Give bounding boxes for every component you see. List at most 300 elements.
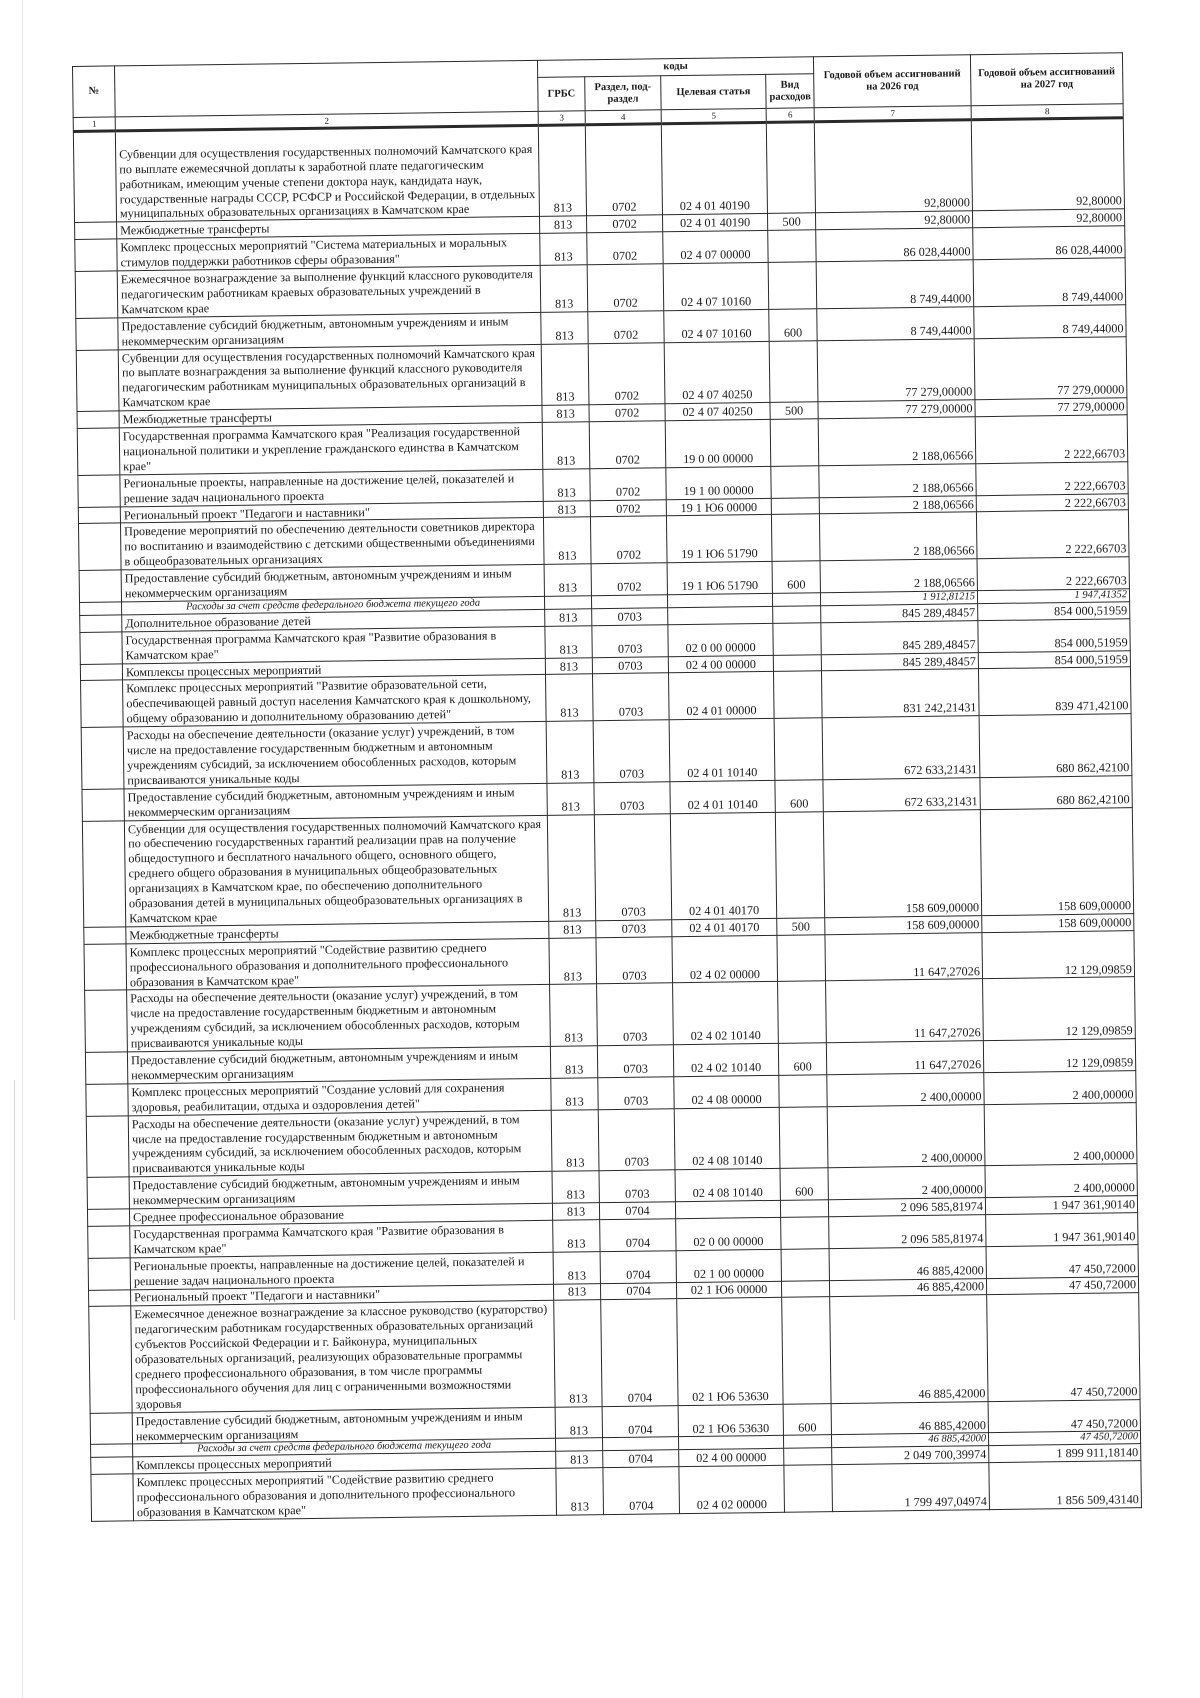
razdel-cell: 0703: [592, 656, 668, 674]
grbs-cell: 813: [547, 782, 594, 814]
expense-type-cell: [774, 718, 823, 780]
row-number-cell: [78, 475, 120, 507]
scan-edge-mark: [14, 1080, 15, 1320]
row-name-cell: Государственная программа Камчатского края "Реализация государственной национальной политики и укрепление гражданского единства в Камчатском крае": [119, 422, 543, 474]
amount-2027-cell: 8 749,44000: [973, 258, 1126, 307]
grbs-cell: 813: [555, 1406, 602, 1438]
grbs-cell: 813: [544, 564, 591, 596]
expense-type-cell: 600: [780, 1168, 828, 1200]
amount-2027-cell: 12 129,09859: [983, 1039, 1135, 1073]
razdel-cell: 0703: [594, 782, 670, 815]
row-number-cell: [89, 1289, 131, 1306]
col-number-8: 8: [971, 104, 1123, 120]
amount-2026-cell: 2 188,06566: [819, 495, 976, 514]
amount-2026-cell: 831 242,21431: [821, 669, 979, 718]
grbs-cell: 813: [550, 984, 598, 1046]
amount-2027-cell: 77 279,00000: [974, 336, 1127, 400]
row-name-cell: Предоставление субсидий бюджетным, автономным учреждениям и иным некоммерческим организациям: [132, 1407, 555, 1444]
row-name-cell: Расходы на обеспечение деятельности (оказание услуг) учреждений, в том числе на предоставление государственным бюджетным и автономным учреждениям субсидий, за исключением обособленных расходов, которым присваиваются уникальные коды: [127, 985, 551, 1052]
target-article-cell: 02 1 Ю6 53630: [677, 1298, 783, 1406]
row-name-cell: Субвенции для осуществления государственных полномочий Камчатского края по обеспечению государственных гарантий реализации прав на получение общедоступного и бесплатного начального общего, основного общего, среднего общего образования в муниципальных общеобразовательных организациях в Камчатском крае, по обеспечению дополнительного образования детей в муниципальных общеобразовательных организациях в Камчатском крае: [124, 815, 548, 927]
expense-type-cell: [778, 981, 827, 1043]
razdel-cell: 0703: [599, 1170, 675, 1203]
target-article-cell: 02 4 01 10140: [669, 719, 775, 782]
target-article-cell: 02 4 07 10160: [663, 262, 769, 310]
row-number-cell: [75, 239, 117, 271]
razdel-cell: 0702: [590, 499, 666, 517]
grbs-cell: 813: [541, 343, 589, 405]
col-number-4: 4: [585, 110, 661, 125]
row-number-cell: [86, 1115, 129, 1177]
amount-2027-cell: 2 400,00000: [984, 1102, 1137, 1166]
row-name-cell: Расходы за счет средств федерального бюджета текущего года: [122, 596, 545, 615]
expense-type-cell: [773, 671, 822, 718]
row-name-cell: Предоставление субсидий бюджетным, автономным учреждениям и иным некоммерческим организациям: [121, 564, 544, 601]
razdel-cell: 0702: [590, 467, 666, 500]
grbs-cell: 813: [542, 422, 590, 469]
budget-rows: [73, 118, 1141, 1522]
row-name-cell: Ежемесячное вознаграждение за выполнение функций классного руководителя педагогическим работникам краевых образовательных учреждений в Камчатском крае: [117, 265, 541, 317]
target-article-cell: 02 4 02 10140: [673, 982, 779, 1045]
amount-2027-cell: 1 947 361,90140: [986, 1213, 1138, 1247]
amount-2026-cell: 11 647,27026: [826, 1041, 983, 1075]
target-article-cell: [675, 1200, 780, 1218]
amount-2027-cell: 2 222,66703: [976, 461, 1128, 495]
expense-type-cell: [766, 122, 815, 214]
expense-type-cell: [768, 230, 816, 262]
header-name: [115, 60, 539, 117]
grbs-cell: 813: [553, 1220, 600, 1252]
target-article-cell: 02 4 01 40190: [663, 214, 768, 232]
target-article-cell: 02 4 01 00000: [668, 672, 774, 720]
row-number-cell: [84, 944, 127, 991]
amount-2026-cell: 11 647,27026: [825, 932, 983, 981]
grbs-cell: 813: [553, 1283, 600, 1301]
row-name-cell: Государственная программа Камчатского края "Развитие образования в Камчатском крае": [122, 626, 545, 663]
target-article-cell: 02 1 Ю6 00000: [676, 1281, 781, 1299]
expense-type-cell: 600: [775, 779, 823, 811]
amount-2026-cell: 845 289,48457: [821, 652, 978, 671]
amount-2027-cell: 86 028,44000: [973, 226, 1125, 260]
row-number-cell: [82, 789, 124, 821]
grbs-cell: 813: [547, 814, 595, 921]
razdel-cell: 0704: [599, 1202, 675, 1220]
row-number-cell: [80, 602, 122, 616]
amount-2027-cell: 12 129,09859: [983, 977, 1136, 1041]
row-number-cell: [82, 820, 125, 927]
expense-type-cell: 600: [778, 1043, 826, 1075]
row-name-cell: Предоставление субсидий бюджетным, автономным учреждениям и иным некоммерческим организациям: [129, 1172, 552, 1209]
target-article-cell: 19 1 Ю6 51790: [667, 561, 772, 594]
header-razdel: Раздел, под-раздел: [585, 76, 661, 111]
row-name-cell: Субвенции для осуществления государственных полномочий Камчатского края по выплате вознаграждения за выполнение функций классного руководителя педагогическим работникам муниципальных образовательных организаций в Камчатском крае: [118, 344, 542, 411]
grbs-cell: 813: [556, 1468, 604, 1515]
row-name-cell: Субвенции для осуществления государственных полномочий Камчатского края по выплате ежемесячной доплаты к заработной плате педагогическим работникам, имеющим ученые степени доктора наук, кандидата наук, государственные награды СССР, РСФСР и Российской Федерации, в отдельных муниципальных образовательных организациях в Камчатском крае: [115, 125, 539, 222]
expense-type-cell: [773, 623, 821, 655]
row-name-cell: Предоставление субсидий бюджетным, автономным учреждениям и иным некоммерческим организациям: [127, 1046, 550, 1083]
razdel-cell: 0704: [603, 1467, 680, 1515]
expense-type-cell: [773, 654, 821, 672]
target-article-cell: 19 1 Ю6 51790: [666, 515, 772, 563]
row-number-cell: [80, 663, 122, 680]
amount-2026-cell: 46 885,42000: [831, 1401, 988, 1435]
expense-type-cell: [771, 497, 819, 515]
expense-type-cell: 600: [769, 309, 817, 341]
amount-2026-cell: 46 885,42000: [830, 1295, 988, 1403]
target-article-cell: 02 4 08 10140: [674, 1107, 780, 1170]
amount-2026-cell: 92,80000: [814, 120, 972, 213]
grbs-cell: 813: [545, 609, 592, 627]
expense-type-cell: [770, 419, 819, 466]
amount-2027-cell: 1 947,41352: [977, 589, 1129, 604]
grbs-cell: 813: [545, 657, 592, 675]
header-2027: Годовой объем ассигнований на 2027 год: [970, 53, 1123, 106]
grbs-cell: 813: [553, 1251, 600, 1283]
target-article-cell: 02 4 07 00000: [663, 231, 768, 264]
razdel-cell: 0704: [602, 1405, 678, 1438]
grbs-cell: 813: [554, 1300, 602, 1407]
razdel-cell: 0704: [600, 1282, 676, 1300]
grbs-cell: 813: [546, 674, 594, 721]
grbs-cell: 813: [545, 626, 592, 658]
col-number-6: 6: [766, 108, 814, 123]
amount-2026-cell: 672 633,21431: [823, 777, 980, 811]
expense-type-cell: [771, 465, 819, 497]
amount-2027-cell: 854 000,51959: [978, 650, 1130, 669]
row-number-cell: [87, 1209, 129, 1226]
amount-2026-cell: 2 400,00000: [828, 1166, 985, 1200]
expense-type-cell: [781, 1217, 829, 1249]
expense-type-cell: 600: [783, 1403, 831, 1435]
expense-type-cell: [768, 262, 817, 309]
amount-2027-cell: 2 222,66703: [976, 493, 1128, 512]
razdel-cell: 0702: [588, 342, 665, 405]
amount-2026-cell: 77 279,00000: [817, 338, 975, 402]
razdel-cell: 0703: [598, 1108, 675, 1171]
amount-2026-cell: 2 096 585,81974: [829, 1215, 986, 1249]
expense-type-cell: [773, 606, 821, 624]
grbs-cell: 813: [556, 1451, 603, 1469]
row-number-cell: [75, 271, 118, 318]
amount-2027-cell: 47 450,72000: [987, 1293, 1140, 1401]
target-article-cell: 19 0 00 00000: [665, 419, 771, 467]
target-article-cell: 02 4 02 10140: [673, 1043, 778, 1076]
row-name-cell: Расходы на обеспечение деятельности (оказание услуг) учреждений, в том числе на предоставление государственным бюджетным и автономным учреждениям субсидий, за исключением обособленных расходов, которым присваиваются уникальные коды: [123, 722, 547, 789]
amount-2026-cell: 845 289,48457: [821, 604, 978, 623]
col-number-7: 7: [814, 106, 971, 122]
amount-2026-cell: 86 028,44000: [816, 228, 973, 262]
row-name-cell: Межбюджетные трансферты: [117, 217, 540, 239]
row-name-cell: Расходы на обеспечение деятельности (оказание услуг) учреждений, в том числе на предоставление государственным бюджетным и автономным учреждениям субсидий, за исключением обособленных расходов, которым присваиваются уникальные коды: [128, 1110, 552, 1177]
razdel-cell: 0703: [598, 1077, 674, 1110]
target-article-cell: 02 4 01 40190: [661, 122, 767, 215]
expense-type-cell: [769, 340, 818, 402]
row-number-cell: [80, 632, 122, 664]
razdel-cell: 0703: [592, 608, 668, 626]
target-article-cell: 02 1 00 00000: [676, 1249, 781, 1282]
amount-2027-cell: 839 471,42100: [978, 667, 1131, 716]
target-article-cell: 02 4 08 10140: [675, 1169, 780, 1202]
row-number-cell: [91, 1474, 134, 1521]
target-article-cell: [668, 606, 773, 624]
row-number-cell: [79, 570, 121, 602]
target-article-cell: 02 4 00 00000: [679, 1449, 784, 1467]
amount-2026-cell: 158 609,00000: [823, 809, 981, 917]
target-article-cell: 02 0 00 00000: [668, 623, 773, 656]
budget-table: [72, 52, 1142, 1522]
amount-2027-cell: 854 000,51959: [978, 618, 1130, 652]
header-codes: коды: [537, 57, 813, 78]
razdel-cell: 0702: [589, 421, 666, 469]
grbs-cell: 813: [551, 1078, 598, 1110]
grbs-cell: 813: [549, 921, 596, 939]
row-number-cell: [76, 318, 118, 350]
header-expense-type: Вид расходов: [766, 74, 814, 109]
amount-2027-cell: 2 222,66703: [977, 557, 1129, 591]
target-article-cell: 02 4 07 10160: [664, 309, 769, 342]
amount-2026-cell: 2 049 700,39974: [832, 1446, 989, 1465]
target-article-cell: 02 4 08 00000: [674, 1075, 779, 1108]
target-article-cell: 02 4 00 00000: [668, 655, 773, 673]
row-number-cell: [77, 411, 119, 428]
row-number-cell: [85, 1052, 127, 1084]
row-number-cell: [78, 506, 120, 523]
expense-type-cell: 500: [770, 402, 818, 420]
grbs-cell: [544, 596, 591, 610]
row-number-cell: [88, 1226, 130, 1258]
grbs-cell: 813: [551, 1109, 599, 1171]
row-name-cell: Предоставление субсидий бюджетным, автономным учреждениям и иным некоммерческим организациям: [118, 312, 541, 349]
grbs-cell: 813: [543, 468, 590, 500]
amount-2026-cell: 77 279,00000: [818, 400, 975, 419]
expense-type-cell: [777, 934, 826, 981]
amount-2027-cell: 680 862,42100: [979, 714, 1132, 778]
row-name-cell: Дополнительное образование детей: [122, 609, 545, 631]
razdel-cell: 0704: [600, 1250, 676, 1283]
row-name-cell: Комплекс процессных мероприятий "Система материальных и моральных стимулов поддержки работников сферы образования": [117, 234, 540, 271]
table-row: [73, 118, 1124, 223]
row-name-cell: Комплекс процессных мероприятий "Содействие развитию среднего профессионального образования и дополнительного профессионального образования в Камчатском крае": [133, 1469, 557, 1521]
row-name-cell: Межбюджетные трансферты: [119, 406, 542, 428]
target-article-cell: 02 4 01 40170: [670, 812, 776, 920]
expense-type-cell: [783, 1435, 831, 1449]
amount-2026-cell: 8 749,44000: [817, 306, 974, 340]
razdel-cell: 0704: [603, 1450, 679, 1468]
row-number-cell: [89, 1306, 132, 1413]
expense-type-cell: [781, 1248, 829, 1280]
target-article-cell: 19 1 00 00000: [666, 466, 771, 499]
row-number-cell: [87, 1177, 129, 1209]
expense-type-cell: [781, 1280, 829, 1298]
col-number-1: 1: [73, 117, 115, 132]
razdel-cell: [591, 595, 667, 609]
razdel-cell: [603, 1437, 679, 1451]
row-number-cell: [78, 523, 121, 570]
amount-2026-cell: 2 096 585,81974: [828, 1198, 985, 1217]
row-number-cell: [75, 222, 117, 239]
target-article-cell: 19 1 Ю6 00000: [666, 498, 771, 516]
grbs-cell: 813: [540, 265, 588, 312]
razdel-cell: 0702: [587, 264, 664, 312]
amount-2026-cell: 46 885,42000: [831, 1433, 988, 1448]
row-number-cell: [90, 1413, 132, 1445]
amount-2027-cell: 2 222,66703: [975, 415, 1128, 464]
expense-type-cell: 600: [772, 561, 820, 593]
target-article-cell: 02 4 07 40250: [665, 403, 770, 421]
expense-type-cell: [779, 1106, 828, 1168]
row-number-cell: [91, 1457, 133, 1474]
row-name-cell: Предоставление субсидий бюджетным, автономным учреждениям и иным некоммерческим организациям: [124, 783, 547, 820]
amount-2027-cell: 854 000,51959: [978, 602, 1130, 621]
amount-2026-cell: 2 188,06566: [819, 463, 976, 497]
expense-type-cell: [784, 1465, 833, 1512]
row-name-cell: Комплексы процессных мероприятий: [122, 658, 545, 680]
grbs-cell: 813: [552, 1203, 599, 1221]
razdel-cell: 0702: [591, 563, 667, 596]
grbs-cell: 813: [540, 233, 587, 265]
razdel-cell: 0704: [600, 1219, 676, 1252]
amount-2027-cell: 47 450,72000: [988, 1399, 1140, 1433]
amount-2026-cell: 11 647,27026: [826, 979, 984, 1043]
expense-type-cell: [784, 1448, 832, 1466]
grbs-cell: 813: [543, 517, 591, 564]
row-number-cell: [84, 927, 126, 944]
amount-2026-cell: 92,80000: [815, 211, 972, 230]
amount-2026-cell: 158 609,00000: [825, 916, 982, 935]
row-number-cell: [80, 615, 122, 632]
target-article-cell: 02 4 02 00000: [672, 935, 778, 983]
row-number-cell: [86, 1084, 128, 1116]
razdel-cell: 0703: [592, 625, 668, 658]
razdel-cell: 0702: [587, 232, 663, 265]
razdel-cell: 0702: [589, 404, 665, 422]
expense-type-cell: 500: [767, 213, 815, 231]
amount-2026-cell: 1 912,81215: [820, 591, 977, 606]
header-num: №: [73, 66, 116, 118]
row-name-cell: Региональный проект "Педагоги и наставники": [120, 501, 543, 523]
razdel-cell: 0703: [594, 813, 671, 920]
target-article-cell: 02 4 01 40170: [672, 918, 777, 936]
amount-2026-cell: 2 400,00000: [827, 1104, 985, 1168]
row-number-cell: [73, 131, 116, 223]
razdel-cell: 0702: [587, 215, 663, 233]
amount-2027-cell: 47 450,72000: [986, 1276, 1138, 1295]
amount-2027-cell: 92,80000: [972, 209, 1124, 228]
amount-2027-cell: 1 947 361,90140: [985, 1196, 1137, 1215]
amount-2027-cell: 47 450,72000: [988, 1431, 1140, 1446]
header-target-article: Целевая статья: [661, 74, 766, 109]
target-article-cell: 02 4 02 00000: [679, 1466, 785, 1514]
target-article-cell: 02 0 00 00000: [676, 1217, 781, 1250]
row-name-cell: Комплекс процессных мероприятий "Содействие развитию среднего профессионального образования и дополнительного профессионального образования в Камчатском крае": [126, 938, 550, 990]
amount-2027-cell: 1 856 509,43140: [989, 1461, 1142, 1510]
row-name-cell: Ежемесячное денежное вознаграждение за классное руководство (кураторство) педагогическим работникам государственных образовательных организаций субъектов Российской Федерации и г. Байконура, муниципальных образовательных организаций, реализующих образовательные программы среднего профессионального образования, в том числе программы профессионального обучения для лиц с ограниченными возможностями здоровья: [131, 1301, 555, 1413]
amount-2027-cell: 8 749,44000: [974, 304, 1126, 338]
target-article-cell: 02 4 01 10140: [670, 780, 775, 813]
row-name-cell: Комплекс процессных мероприятий "Развитие образовательной сети, обеспечивающей равный доступ населения Камчатского края к дошкольному, общему образованию и дополнительному образованию детей": [123, 675, 547, 727]
amount-2027-cell: 1 899 911,18140: [989, 1444, 1141, 1463]
razdel-cell: 0703: [597, 983, 674, 1046]
grbs-cell: 813: [540, 216, 587, 234]
col-number-2: 2: [115, 111, 538, 131]
amount-2026-cell: 46 885,42000: [829, 1278, 986, 1297]
budget-document: [72, 52, 1141, 1522]
row-name-cell: Региональные проекты, направленные на достижение целей, показателей и решение задач национального проекта: [120, 469, 543, 506]
row-number-cell: [85, 990, 128, 1052]
row-number-cell: [91, 1444, 133, 1458]
row-number-cell: [81, 727, 124, 789]
amount-2026-cell: 46 885,42000: [829, 1246, 986, 1280]
row-name-cell: Комплекс процессных мероприятий "Создание условий для сохранения здоровья, реабилитации, отдыха и оздоровления детей": [128, 1078, 551, 1115]
expense-type-cell: [782, 1297, 831, 1404]
row-name-cell: Региональные проекты, направленные на достижение целей, показателей и решение задач национального проекта: [130, 1252, 553, 1289]
table-row: [89, 1293, 1140, 1413]
row-name-cell: Комплексы процессных мероприятий: [133, 1452, 556, 1474]
razdel-cell: 0702: [590, 516, 667, 564]
grbs-cell: 813: [549, 937, 597, 984]
amount-2026-cell: 2 188,06566: [820, 559, 977, 593]
expense-type-cell: [771, 514, 820, 561]
row-name-cell: Среднее профессиональное образование: [129, 1203, 552, 1225]
grbs-cell: 813: [550, 1046, 597, 1078]
header-2026: Годовой объем ассигнований на 2026 год: [813, 55, 971, 108]
grbs-cell: 813: [552, 1171, 599, 1203]
row-number-cell: [81, 680, 124, 727]
amount-2027-cell: 2 222,66703: [976, 510, 1129, 559]
amount-2027-cell: 158 609,00000: [980, 807, 1133, 915]
amount-2026-cell: 2 188,06566: [819, 512, 977, 561]
razdel-cell: 0702: [585, 124, 662, 216]
row-name-cell: Расходы за счет средств федерального бюджета текущего года: [133, 1439, 556, 1458]
expense-type-cell: [772, 593, 820, 607]
row-name-cell: Государственная программа Камчатского края "Развитие образования в Камчатском крае": [130, 1220, 553, 1257]
target-article-cell: 02 1 Ю6 53630: [678, 1404, 783, 1437]
expense-type-cell: [779, 1075, 827, 1107]
expense-type-cell: [775, 811, 824, 918]
table-row: [82, 807, 1133, 927]
amount-2026-cell: 2 400,00000: [827, 1072, 984, 1106]
razdel-cell: 0703: [597, 1045, 673, 1078]
grbs-cell: 813: [538, 125, 586, 217]
razdel-cell: 0703: [593, 720, 670, 783]
grbs-cell: 813: [546, 721, 594, 783]
row-name-cell: Региональный проект "Педагоги и наставники": [131, 1284, 554, 1306]
grbs-cell: 813: [543, 500, 590, 518]
scan-edge-line: [22, 0, 23, 1698]
col-number-5: 5: [661, 108, 766, 123]
amount-2027-cell: 2 400,00000: [985, 1164, 1137, 1198]
header-grbs: ГРБС: [538, 77, 585, 112]
amount-2027-cell: 12 129,09859: [982, 930, 1135, 979]
expense-type-cell: 500: [777, 918, 825, 936]
grbs-cell: 813: [542, 405, 589, 423]
target-article-cell: 02 4 07 40250: [664, 341, 770, 404]
col-number-3: 3: [538, 111, 585, 126]
razdel-cell: 0704: [601, 1299, 678, 1406]
amount-2027-cell: 158 609,00000: [982, 914, 1134, 933]
amount-2027-cell: 680 862,42100: [980, 775, 1132, 809]
razdel-cell: 0703: [596, 920, 672, 938]
amount-2026-cell: 8 749,44000: [816, 260, 974, 309]
amount-2026-cell: 845 289,48457: [821, 620, 978, 654]
amount-2026-cell: 2 188,06566: [818, 417, 976, 466]
amount-2027-cell: 92,80000: [971, 118, 1124, 211]
razdel-cell: 0703: [596, 936, 673, 984]
amount-2027-cell: 2 400,00000: [984, 1070, 1136, 1104]
amount-2026-cell: 672 633,21431: [822, 716, 980, 780]
row-number-cell: [77, 428, 120, 475]
row-name-cell: Межбюджетные трансферты: [126, 921, 549, 943]
